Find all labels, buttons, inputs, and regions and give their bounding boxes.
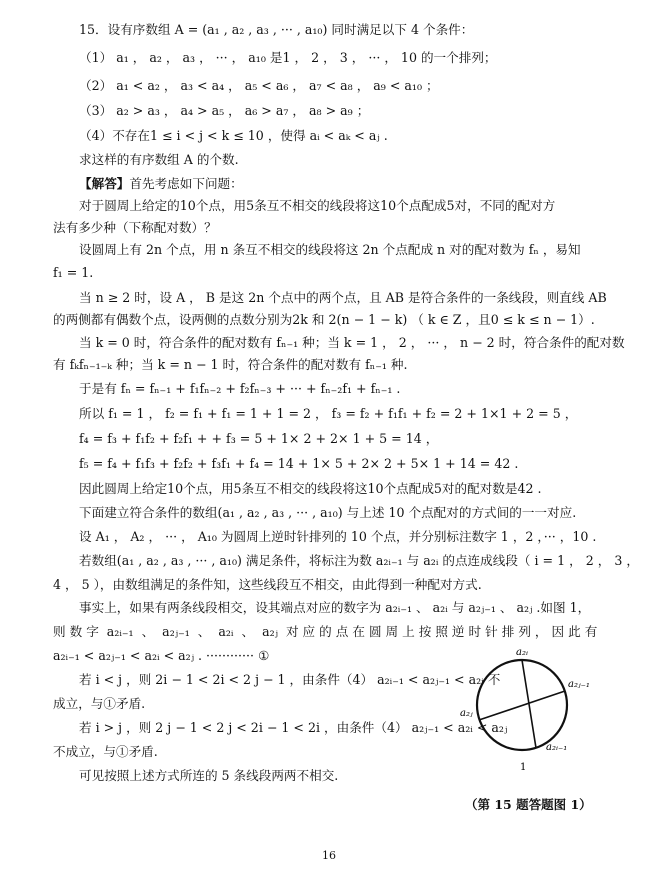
condition-2: （2） a₁ < a₂ ， a₃ < a₄ ， a₅ < a₆ ， a₇ < a₈ ， a₉ < a₁₀ ； <box>79 78 439 93</box>
figure-caption: （第 15 题答题图 1） <box>465 797 592 812</box>
solution-label: 【解答】 <box>79 176 130 191</box>
solution-line: 若数组(a₁ , a₂ , a₃ , ··· , a₁₀) 满足条件，将标注为数 a₂ᵢ₋₁ 与 a₂ᵢ 的点连成线段（ i = 1 ， 2 ， 3 ， <box>79 553 639 568</box>
label-top: a₂ᵢ <box>516 647 528 658</box>
solution-line: 成立，与①矛盾. <box>53 696 146 711</box>
solution-line: f₄ = f₃ + f₁f₂ + f₂f₁ + + f₃ = 5 + 1× 2 + 2× 1 + 5 = 14 ， <box>79 431 439 446</box>
problem-title: 15．设有序数组 A = (a₁ , a₂ , a₃ , ··· , a₁₀) 同时满足以下 4 个条件： <box>79 22 474 37</box>
solution-line: 因此圆周上给定10个点，用5条互不相交的线段将这10个点配成5对的配对数是42 . <box>79 481 542 496</box>
label-left: a₂ⱼ <box>460 708 473 719</box>
solution-line: 可见按照上述方式所连的 5 条线段两两不相交. <box>79 768 339 783</box>
solution-line: 当 k = 0 时，符合条件的配对数有 fₙ₋₁ 种；当 k = 1 ， 2 ， ··· ， n − 2 时，符合条件的配对数 <box>79 335 625 350</box>
condition-1: （1） a₁ ， a₂ ， a₃ ， ··· ， a₁₀ 是1 ， 2 ， 3 ， ··· ， 10 的一个排列； <box>79 50 497 65</box>
solution-line: 不成立，与①矛盾. <box>53 744 158 759</box>
solution-line: 所以 f₁ = 1 ， f₂ = f₁ + f₁ = 1 + 1 = 2 ， f₃ = f₂ + f₁f₁ + f₂ = 2 + 1×1 + 2 = 5 ， <box>79 406 578 421</box>
problem-ask: 求这样的有序数组 A 的个数. <box>79 152 239 167</box>
condition-4: （4）不存在1 ≤ i < j < k ≤ 10 ，使得 aᵢ < aₖ < aⱼ . <box>79 128 388 143</box>
chord-a2j-a2j-1 <box>479 691 565 720</box>
solution-line: 法有多少种（下称配对数）？ <box>53 220 217 235</box>
solution-line: 则 数 字 a₂ᵢ₋₁ 、 a₂ⱼ₋₁ 、 a₂ᵢ 、 a₂ⱼ 对 应 的 点 在 圆 周 上 按 照 逆 时 针 排 列 ， 因 此 有 <box>53 624 598 639</box>
solution-line: 对于圆周上给定的10个点，用5条互不相交的线段将这10个点配成5对，不同的配对方 <box>79 198 556 213</box>
page-number: 16 <box>322 849 336 862</box>
label-bottom-right: a₂ᵢ₋₁ <box>546 742 568 753</box>
solution-line: a₂ᵢ₋₁ < a₂ⱼ₋₁ < a₂ᵢ < a₂ⱼ . ············ ① <box>53 648 270 663</box>
solution-intro: 首先考虑如下问题： <box>129 176 243 191</box>
condition-3: （3） a₂ > a₃ ， a₄ > a₅ ， a₆ > a₇ ， a₈ > a₉ ； <box>79 103 370 118</box>
solution-line: 设圆周上有 2n 个点，用 n 条互不相交的线段将这 2n 个点配成 n 对的配对数为 fₙ ，易知 <box>79 242 581 257</box>
circle-chord-diagram <box>450 640 590 775</box>
solution-line: 的两侧都有偶数个点，设两侧的点数分别为2k 和 2(n − 1 − k) （ k ∈ Z ，且0 ≤ k ≤ n − 1）. <box>53 312 595 327</box>
solution-line: 若 i > j ，则 2 j − 1 < 2 j < 2i − 1 < 2i ，由条件（4） a₂ⱼ₋₁ < a₂ᵢ < a₂ⱼ <box>79 720 508 735</box>
solution-line: 有 fₖfₙ₋₁₋ₖ 种；当 k = n − 1 时，符合条件的配对数有 fₙ₋₁ 种. <box>53 357 408 372</box>
solution-line: 于是有 fₙ = fₙ₋₁ + f₁fₙ₋₂ + f₂fₙ₋₃ + ··· + fₙ₋₂f₁ + fₙ₋₁ . <box>79 381 401 396</box>
solution-line: 下面建立符合条件的数组(a₁ , a₂ , a₃ , ··· , a₁₀) 与上述 10 个点配对的方式间的一一对应. <box>79 505 577 520</box>
solution-line: 事实上，如果有两条线段相交，设其端点对应的数字为 a₂ᵢ₋₁ 、 a₂ᵢ 与 a₂ⱼ₋₁ 、 a₂ⱼ .如图 1， <box>79 600 591 615</box>
solution-line: 当 n ≥ 2 时，设 A ， B 是这 2n 个点中的两个点，且 AB 是符合条件的一条线段，则直线 AB <box>79 290 607 305</box>
solution-line: f₁ = 1. <box>53 265 94 280</box>
solution-line: 若 i < j ，则 2i − 1 < 2i < 2 j − 1 ，由条件（4） a₂ᵢ₋₁ < a₂ⱼ₋₁ < a₂ᵢ 不 <box>79 672 501 687</box>
solution-line: 设 A₁ ， A₂ ， ··· ， A₁₀ 为圆周上逆时针排列的 10 个点，并分别标注数字 1 ，2 ，··· ，10 . <box>79 529 597 544</box>
label-right: a₂ⱼ₋₁ <box>568 679 590 690</box>
solution-line: f₅ = f₄ + f₁f₃ + f₂f₂ + f₃f₁ + f₄ = 14 + 1× 5 + 2× 2 + 5× 1 + 14 = 42 . <box>79 456 519 471</box>
solution-header <box>79 176 243 192</box>
solution-line: 4 ， 5 ），由数组满足的条件知，这些线段互不相交，由此得到一种配对方式. <box>53 577 482 592</box>
label-bottom: 1 <box>520 762 527 773</box>
